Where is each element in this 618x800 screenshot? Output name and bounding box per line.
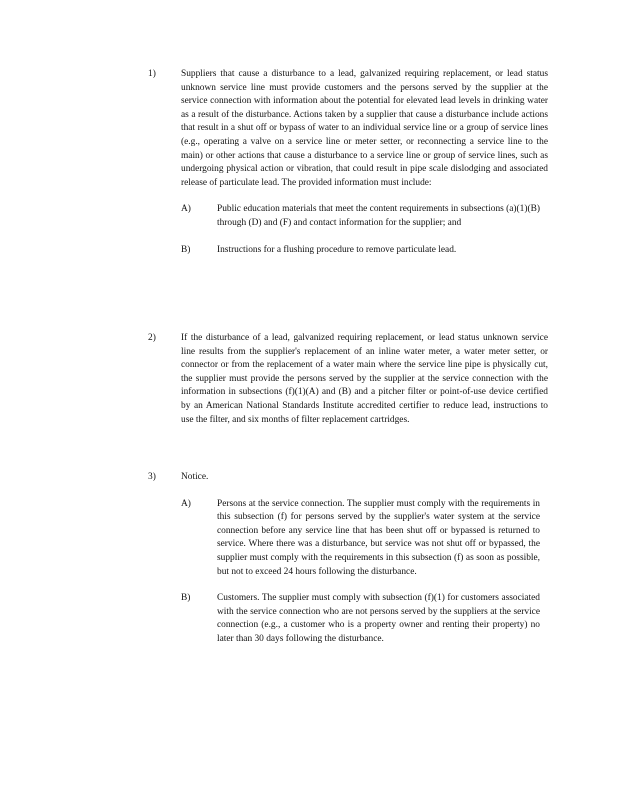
- sub-item-letter: A): [181, 498, 191, 509]
- item-body: Suppliers that cause a disturbance to a lead, galvanized requiring replacement, or lead status unknown service line must provide customers and the persons served by the supplier at the service connection with information about the potential for elevated lead levels in drinking water as a result of the disturbance. Actions taken by a supplier that cause a disturbance include actions that result in a shut off or bypass of water to an individual service line or a group of service lines (e.g., operating a valve on a service line or meter setter, or reconnecting a service line to the main) or other actions that cause a disturbance to a service line or group of service lines, such as undergoing physical action or vibration, that could result in pipe scale dislodging and associated release of particulate lead. The provided information must include:: [181, 69, 548, 188]
- sub-item-3b: [181, 592, 548, 646]
- sub-item-1a: [181, 203, 548, 230]
- sub-item-3a: [181, 498, 548, 580]
- item-number: 2): [148, 333, 156, 343]
- sub-item-body: Instructions for a flushing procedure to remove particulate lead.: [217, 244, 457, 255]
- item-body: Notice.: [181, 472, 209, 482]
- item-body: If the disturbance of a lead, galvanized requiring replacement, or lead status unknown service line results from the supplier's replacement of an inline water meter, a water meter setter, or connector or from the replacement of a water main where the service line pipe is physically cut, the supplier must provide the persons served by the supplier at the service connection with the information in subsections (f)(1)(A) and (B) and a pitcher filter or point-of-use device certified by an American National Standards Institute accredited certifier to reduce lead, instructions to use the filter, and six months of filter replacement cartridges.: [181, 333, 548, 425]
- list-item-1: [148, 68, 548, 257]
- item-number: 1): [148, 69, 156, 79]
- sub-item-body: Public education materials that meet the content requirements in subsections (a)(1)(B) through (D) and (F) and contact information for the supplier; and: [217, 204, 540, 228]
- list-item-3: [148, 471, 548, 647]
- list-item-2: [148, 332, 548, 427]
- sub-item-letter: B): [181, 244, 191, 255]
- item-number: 3): [148, 472, 156, 482]
- sub-item-letter: B): [181, 593, 191, 604]
- sub-item-body: Customers. The supplier must comply with subsection (f)(1) for customers associated with the service connection who are not persons served by the suppliers at the service connection (e.g., a customer who is a property owner and renting their property) no later than 30 days following the disturbance.: [217, 593, 540, 644]
- sub-item-letter: A): [181, 204, 191, 215]
- sub-item-body: Persons at the service connection. The supplier must comply with the requirements in this subsection (f) for persons served by the supplier's water system at the service connection before any service line that has been shut off or bypassed is returned to service. Where there was a disturbance, but service was not shut off or bypassed, the supplier must comply with the requirements in this subsection (f) as soon as possible, but not to exceed 24 hours following the disturbance.: [217, 498, 540, 577]
- sub-item-1b: [181, 244, 548, 258]
